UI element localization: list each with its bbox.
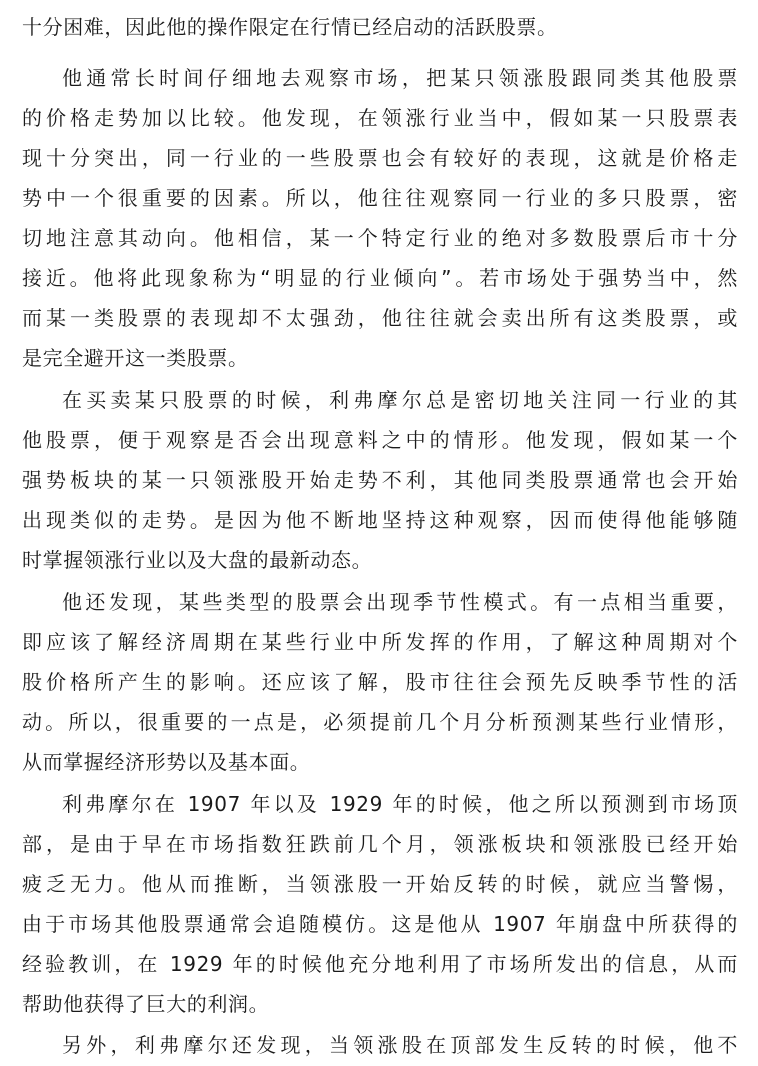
text-line: 接近。他将此现象称为“明显的行业倾向”。若市场处于强势当中，然: [22, 266, 738, 290]
text-line: 疲乏无力。他从而推断，当领涨股一开始反转的时候，就应当警惕，: [22, 872, 738, 896]
text-line: 利弗摩尔在 1907 年以及 1929 年的时候，他之所以预测到市场顶: [62, 792, 738, 816]
text-line: 从而掌握经济形势以及基本面。: [22, 750, 311, 774]
text-line: 势中一个很重要的因素。所以，他往往观察同一行业的多只股票，密: [22, 186, 738, 210]
text-line: 他股票，便于观察是否会出现意料之中的情形。他发现，假如某一个: [22, 428, 738, 452]
text-line: 出现类似的走势。是因为他不断地坚持这种观察，因而使得他能够随: [22, 508, 738, 532]
text-line: 股价格所产生的影响。还应该了解，股市往往会预先反映季节性的活: [22, 670, 738, 694]
text-line: 的价格走势加以比较。他发现，在领涨行业当中，假如某一只股票表: [22, 106, 738, 130]
text-line: 是完全避开这一类股票。: [22, 346, 249, 370]
text-line: 动。所以，很重要的一点是，必须提前几个月分析预测某些行业情形，: [22, 710, 738, 734]
text-line: 他通常长时间仔细地去观察市场，把某只领涨股跟同类其他股票: [62, 66, 738, 90]
text-line: 切地注意其动向。他相信，某一个特定行业的绝对多数股票后市十分: [22, 226, 738, 250]
text-line: 在买卖某只股票的时候，利弗摩尔总是密切地关注同一行业的其: [62, 388, 738, 412]
text-line: 即应该了解经济周期在某些行业中所发挥的作用，了解这种周期对个: [22, 630, 738, 654]
text-line: 十分困难，因此他的操作限定在行情已经启动的活跃股票。: [22, 15, 558, 39]
text-line: 由于市场其他股票通常会追随模仿。这是他从 1907 年崩盘中所获得的: [22, 912, 738, 936]
text-line: 经验教训，在 1929 年的时候他充分地利用了市场所发出的信息，从而: [22, 952, 738, 976]
text-line: 而某一类股票的表现却不太强劲，他往往就会卖出所有这类股票，或: [22, 306, 738, 330]
text-line: 现十分突出，同一行业的一些股票也会有较好的表现，这就是价格走: [22, 146, 738, 170]
text-line: 强势板块的某一只领涨股开始走势不利，其他同类股票通常也会开始: [22, 468, 738, 492]
text-line: 部，是由于早在市场指数狂跌前几个月，领涨板块和领涨股已经开始: [22, 832, 738, 856]
text-line: 帮助他获得了巨大的利润。: [22, 992, 270, 1016]
text-line: 另外，利弗摩尔还发现，当领涨股在顶部发生反转的时候，他不: [62, 1033, 738, 1057]
text-line: 时掌握领涨行业以及大盘的最新动态。: [22, 548, 373, 572]
text-line: 他还发现，某些类型的股票会出现季节性模式。有一点相当重要，: [62, 590, 738, 614]
